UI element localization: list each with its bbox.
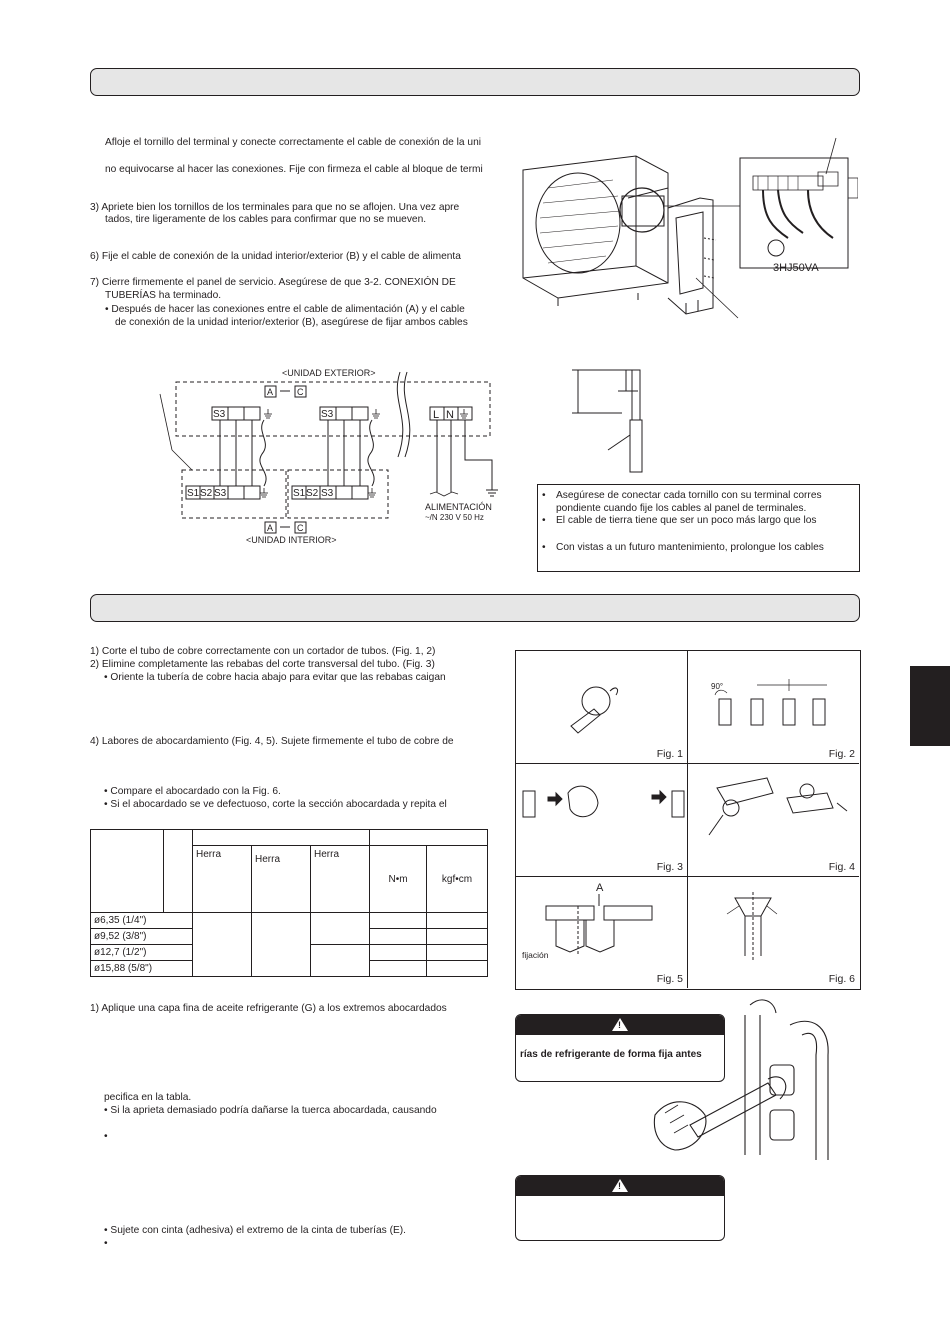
table-cell xyxy=(370,913,427,929)
fig-label: Fig. 3 xyxy=(656,861,683,873)
tube-cutter-drawing xyxy=(516,651,687,763)
text-line: TUBERÍAS ha terminado. xyxy=(105,290,222,301)
text-line: • Oriente la tubería de cobre hacia abajo para evitar que las rebabas caigan xyxy=(104,672,446,683)
note-text: pondiente cuando fije los cables al panel de terminales. xyxy=(556,503,807,514)
fig-cell-6 xyxy=(687,876,859,988)
table-header: Herra xyxy=(252,846,311,913)
fig-label: Fig. 6 xyxy=(828,973,855,985)
warning-header xyxy=(516,1176,724,1196)
text-line: 7) Cierre firmemente el panel de servicio. Asegúrese de que 3-2. CONEXIÓN DE xyxy=(90,277,456,288)
note-text: El cable de tierra tiene que ser un poco más largo que los xyxy=(556,515,817,526)
table-cell xyxy=(427,929,488,945)
deburring-drawing xyxy=(516,763,687,876)
text-line: tados, tire ligeramente de los cables para confirmar que no se mueven. xyxy=(105,214,427,225)
table-cell xyxy=(193,830,370,846)
angle-label: 90° xyxy=(711,682,724,691)
table-cell xyxy=(164,830,193,913)
table-row-label: ø6,35 (1/4") xyxy=(91,913,193,929)
table-cell xyxy=(427,961,488,977)
fig-cell-5 xyxy=(516,876,688,988)
note-text: Asegúrese de conectar cada tornillo con su terminal corres xyxy=(556,490,822,501)
table-cell xyxy=(370,929,427,945)
table-row-label: ø12,7 (1/2") xyxy=(91,945,193,961)
text-line: • Sujete con cinta (adhesiva) el extremo de la cinta de tuberías (E). xyxy=(104,1225,406,1236)
text-line: 4) Labores de abocardamiento (Fig. 4, 5). Sujete firmemente el tubo de cobre de xyxy=(90,736,454,747)
table-header: Herra xyxy=(193,846,252,913)
fig-label: Fig. 1 xyxy=(656,748,683,760)
terminal-s1: S1 xyxy=(187,488,200,499)
table-cell xyxy=(370,830,488,846)
terminal-l: L xyxy=(433,409,440,421)
fig-label: Fig. 2 xyxy=(828,748,855,760)
note-bullet: • xyxy=(542,490,546,501)
letter-c: C xyxy=(297,387,304,397)
notes-box xyxy=(537,484,860,572)
table-cell xyxy=(193,913,252,977)
table-cell xyxy=(311,913,370,945)
table-cell xyxy=(370,945,427,961)
terminal-s1: S1 xyxy=(293,488,306,499)
warning-text: rías de refrigerante de forma fija antes xyxy=(520,1049,702,1060)
section-banner-1 xyxy=(90,68,860,96)
power-spec: ~/N 230 V 50 Hz xyxy=(425,513,484,522)
unit-model-label: 3HJ50VA xyxy=(773,262,819,274)
terminal-s3: S3 xyxy=(321,409,334,420)
text-line: • Si la aprieta demasiado podría dañarse la tuerca abocardada, causando xyxy=(104,1105,437,1116)
note-text: Con vistas a un futuro mantenimiento, prolongue los cables xyxy=(556,542,824,553)
flare-die-drawing xyxy=(516,876,687,988)
outdoor-unit-label: <UNIDAD EXTERIOR> xyxy=(282,368,376,378)
fig-cell-2 xyxy=(687,651,859,764)
text-line: no equivocarse al hacer las conexiones. Fije con firmeza el cable al bloque de termi xyxy=(105,164,483,175)
cable-strip-illustration xyxy=(560,365,670,477)
text-line: de conexión de la unidad interior/exterior (B), asegúrese de fijar ambos cables xyxy=(115,317,468,328)
indoor-unit-label: <UNIDAD INTERIOR> xyxy=(246,535,337,545)
warning-icon xyxy=(612,1018,628,1031)
table-cell xyxy=(370,961,427,977)
table-cell xyxy=(427,945,488,961)
text-line: 3) Apriete bien los tornillos de los terminales para que no se aflojen. Una vez apre xyxy=(90,202,460,213)
section-banner-2 xyxy=(90,594,860,622)
table-cell xyxy=(311,945,370,977)
terminal-s3: S3 xyxy=(321,488,334,499)
letter-c: C xyxy=(297,523,304,533)
warning-box xyxy=(515,1175,725,1241)
terminal-n: N xyxy=(446,409,454,421)
table-cell xyxy=(252,913,311,977)
fix-label: fijación xyxy=(522,950,549,960)
text-line: • Si el abocardado se ve defectuoso, corte la sección abocardada y repita el xyxy=(104,799,447,810)
table-row-label: ø9,52 (3/8") xyxy=(91,929,193,945)
text-line: 1) Corte el tubo de cobre correctamente con un cortador de tubos. (Fig. 1, 2) xyxy=(90,646,436,657)
power-label: ALIMENTACIÓN xyxy=(425,502,492,512)
flare-check-drawing xyxy=(687,876,859,988)
terminal-s2: S2 xyxy=(200,488,213,499)
letter-a: A xyxy=(267,523,274,533)
outdoor-unit-illustration xyxy=(518,128,858,323)
fig-cell-1 xyxy=(516,651,688,764)
wrench-illustration xyxy=(650,995,860,1165)
fig-label: Fig. 4 xyxy=(828,861,855,873)
text-line: Afloje el tornillo del terminal y conecte correctamente el cable de conexión de la uni xyxy=(105,137,482,148)
terminal-s3: S3 xyxy=(214,488,227,499)
flare-spec-table xyxy=(90,829,488,977)
table-header: Herra xyxy=(311,846,370,913)
tube-cut-comparison xyxy=(687,651,859,763)
figures-grid xyxy=(515,650,861,990)
letter-a: A xyxy=(267,387,274,397)
text-line: • Compare el abocardado con la Fig. 6. xyxy=(104,786,281,797)
warning-icon xyxy=(612,1179,628,1192)
side-tab xyxy=(910,666,950,746)
a-label: A xyxy=(596,882,604,894)
table-cell xyxy=(91,830,164,913)
table-row-label: ø15,88 (5/8") xyxy=(91,961,193,977)
text-line: • xyxy=(104,1131,108,1142)
terminal-s2: S2 xyxy=(306,488,319,499)
table-cell xyxy=(427,913,488,929)
fig-cell-4 xyxy=(687,763,859,877)
note-bullet: • xyxy=(542,515,546,526)
flaring-tool-drawing xyxy=(687,763,859,876)
text-line: pecifica en la tabla. xyxy=(104,1092,192,1103)
terminal-s3: S3 xyxy=(213,409,226,420)
text-line: 6) Fije el cable de conexión de la unidad interior/exterior (B) y el cable de alimenta xyxy=(90,251,461,262)
fig-label: Fig. 5 xyxy=(656,973,683,985)
text-line: • xyxy=(104,1238,108,1249)
text-line: • Después de hacer las conexiones entre el cable de alimentación (A) y el cable xyxy=(105,304,465,315)
table-header: N•m xyxy=(370,846,427,913)
wiring-diagram xyxy=(150,362,530,547)
fig-cell-3 xyxy=(516,763,688,877)
text-line: 1) Aplique una capa fina de aceite refrigerante (G) a los extremos abocardados xyxy=(90,1003,447,1014)
text-line: 2) Elimine completamente las rebabas del corte transversal del tubo. (Fig. 3) xyxy=(90,659,435,670)
table-header: kgf•cm xyxy=(427,846,488,913)
note-bullet: • xyxy=(542,542,546,553)
